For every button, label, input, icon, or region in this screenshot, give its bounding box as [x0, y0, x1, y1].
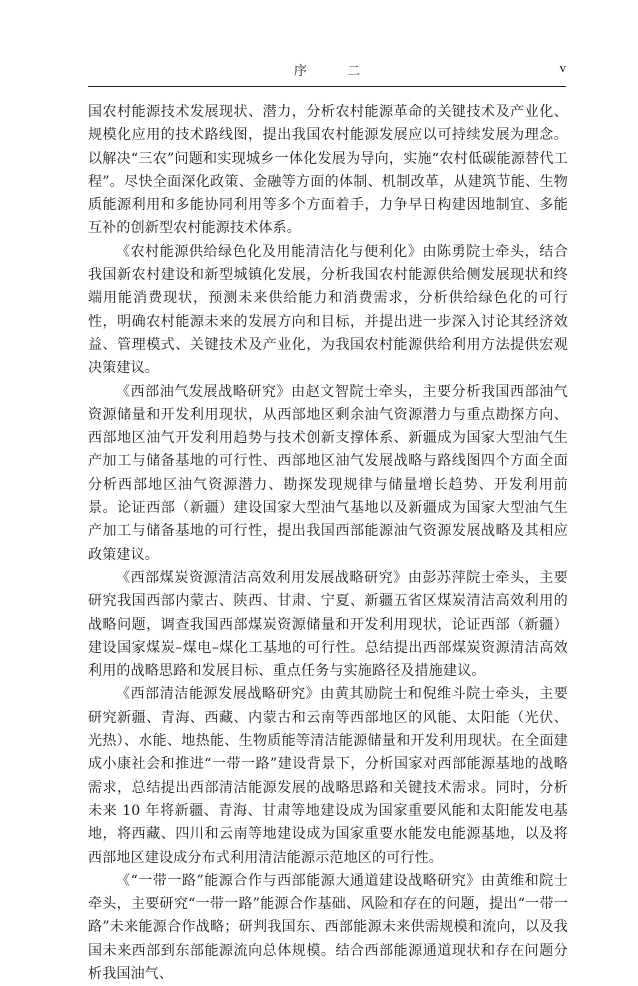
body-text: [88, 101, 568, 986]
paragraph-western-oil-gas: 《西部油气发展战略研究》由赵文智院士牵头，主要分析我国西部油气资源储量和开发利用现状，从西部地区剩余油气资源潜力与重点勘探方向、西部地区油气开发利用趋势与技术创新支撑体系、新疆成为国家大型油气生产加工与储备基地的可行性、西部地区油气发展战略与路线图四个方面全面分析西部地区油气资源潜力、勘探发现规律与储量增长趋势、开发利用前景。论证西部（新疆）建设国家大型油气基地以及新疆成为国家大型油气生产加工与储备基地的可行性，提出我国西部能源油气资源发展战略及其相应政策建议。: [88, 383, 568, 563]
page-number: v: [559, 60, 566, 75]
paragraph-continuation: 国农村能源技术发展现状、潜力，分析农村能源革命的关键技术及产业化、规模化应用的技术路线图，提出我国农村能源发展应以可持续发展为理念。以解决“三农”问题和实现城乡一体化发展为导向，实施“农村低碳能源替代工程”。尽快全面深化政策、金融等方面的体制、机制改革，从建筑节能、生物质能源利用和多能协同利用等多个方面着手，力争早日构建因地制宜、多能互补的创新型农村能源技术体系。: [88, 104, 568, 237]
paragraph-western-clean-energy: 《西部清洁能源发展战略研究》由黄其励院士和倪维斗院士牵头，主要研究新疆、青海、西藏、内蒙古和云南等西部地区的风能、太阳能（光伏、光热）、水能、地热能、生物质能等清洁能源储量和开发利用现状。在全面建成小康社会和推进“一带一路”建设背景下，分析国家对西部能源基地的战略需求，总结提出西部清洁能源发展的战略思路和关键技术需求。同时，分析未来 10 年将新疆、青海、甘肃等地建设成为国家重要风能和太阳能发电基地，将西藏、四川和云南等地建设成为国家重要水能发电能源基地，以及将西部地区建设成分布式利用清洁能源示范地区的可行性。: [88, 686, 568, 866]
paragraph-belt-and-road: 《“一带一路”能源合作与西部能源大通道建设战略研究》由黄维和院士牵头，主要研究“一带一路”能源合作基础、风险和存在的问题，提出“一带一路”未来能源合作战略；研判我国东、西部能源未来供需规模和流向，以及我国未来西部到东部能源流向总体规模。结合西部能源通道现状和存在问题分析我国油气、: [88, 872, 568, 982]
paragraph-western-coal: 《西部煤炭资源清洁高效利用发展战略研究》由彭苏萍院士牵头，主要研究我国西部内蒙古、陕西、甘肃、宁夏、新疆五省区煤炭清洁高效利用的战略问题，调查我国西部煤炭资源储量和开发利用现状，论证西部（新疆）建设国家煤炭–煤电–煤化工基地的可行性。总结提出西部煤炭资源清洁高效利用的战略思路和发展目标、重点任务与实施路径及措施建议。: [88, 569, 568, 680]
header-rule: [88, 86, 566, 87]
running-title: 序 二: [293, 64, 379, 79]
paragraph-rural-energy-supply: 《农村能源供给绿色化及用能清洁化与便利化》由陈勇院士牵头，结合我国新农村建设和新型城镇化发展，分析我国农村能源供给侧发展现状和终端用能消费现状，预测未来供给能力和消费需求，分析供给绿色化的可行性，明确农村能源未来的发展方向和目标，并提出进一步深入讨论其经济效益、管理模式、关键技术及产业化，为我国农村能源供给利用方法提供宏观决策建议。: [88, 243, 568, 377]
running-head: [88, 60, 566, 80]
